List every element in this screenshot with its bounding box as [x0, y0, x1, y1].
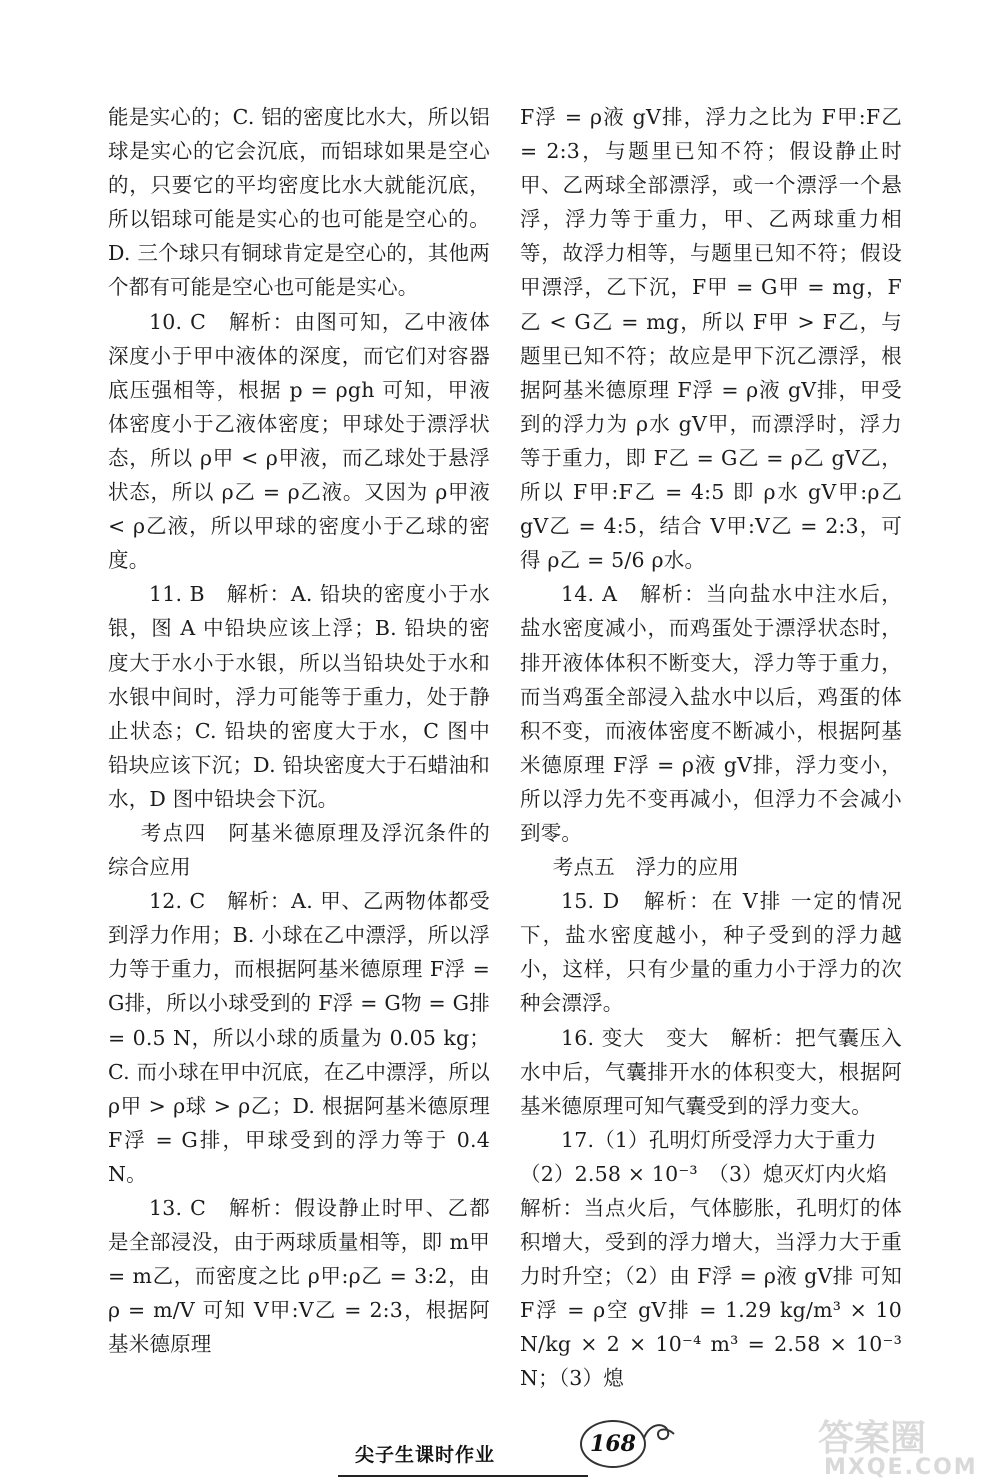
answer-13: 13. C 解析：假设静止时甲、乙都是全部浸没，由于两球质量相等，即 m甲 = m乙，而密度之比 ρ甲:ρ乙 = 3:2，由 ρ = m/V 可知 V甲:V乙 = 2:3，根据阿基米德原理 — [108, 1196, 490, 1357]
section-heading-4: 考点四 阿基米德原理及浮沉条件的综合应用 — [108, 820, 490, 880]
answer-17-analysis: 解析：当点火后，气体膨胀，孔明灯的体积增大，受到的浮力增大，当浮力大于重力时升空；（2）由 F浮 = ρ液 gV排 可知 F浮 = ρ空 gV排 = 1.29 kg/m³ × 10 N/kg × 2 × 10⁻⁴ m³ = 2.58 × 10⁻³ N；（3）熄 — [520, 1196, 902, 1391]
answer-17: 17.（1）孔明灯所受浮力大于重力 — [561, 1127, 877, 1152]
section-heading-5: 考点五 浮力的应用 — [552, 855, 740, 880]
footer-title: 尖子生课时作业 — [355, 1444, 496, 1466]
paragraph-continued: 能是实心的；C. 铝的密度比水大，所以铝球是实心的它会沉底，而铝球如果是空心的，只要它的平均密度比水大就能沉底，所以铝球可能是实心的也可能是空心的。D. 三个球只有铜球肯定是空心的，其他两个都有可能是空心也可能是实心。 — [108, 105, 490, 300]
answer-15: 15. D 解析：在 V排 一定的情况下，盐水密度越小，种子受到的浮力越小，这样，只有少量的重力小于浮力的次种会漂浮。 — [520, 889, 902, 1016]
answer-14: 14. A 解析：当向盐水中注水后，盐水密度减小，而鸡蛋处于漂浮状态时，排开液体体积不断变大，浮力等于重力，而当鸡蛋全部浸入盐水中以后，鸡蛋的体积不变，而液体密度不断减小，根据阿基米德原理 F浮 = ρ液 gV排，浮力变小，所以浮力先不变再减小，但浮力不会减小到零。 — [520, 582, 902, 845]
answer-17-part2: （2）2.58 × 10⁻³ （3）熄灭灯内火焰 — [520, 1161, 888, 1186]
answer-13-continued: F浮 = ρ液 gV排，浮力之比为 F甲:F乙 = 2:3，与题里已知不符；假设静止时甲、乙两球全部漂浮，或一个漂浮一个悬浮，浮力等于重力，甲、乙两球重力相等，故浮力相等，与题里已知不符；假设甲漂浮，乙下沉，F甲 = G甲 = mg，F乙 < G乙 = mg，所以 F甲 > F乙，与题里已知不符；故应是甲下沉乙漂浮，根据阿基米德原理 F浮 = ρ液 gV排，甲受到的浮力为 ρ水 gV甲，而漂浮时，浮力等于重力，即 F乙 = G乙 = ρ乙 gV乙，所以 F甲:F乙 = 4:5 即 ρ水 gV甲:ρ乙 gV乙 = 4:5，结合 V甲:V乙 = 2:3，可得 ρ乙 = 5/6 ρ水。 — [520, 105, 902, 573]
watermark-text-bottom: MXQE.COM — [824, 1455, 978, 1478]
watermark — [810, 1410, 995, 1482]
answer-16: 16. 变大 变大 解析：把气囊压入水中后，气囊排开水的体积变大，根据阿基米德原理可知气囊受到的浮力变大。 — [520, 1025, 902, 1118]
watermark-text-top: 答案圈 — [818, 1418, 927, 1459]
answer-11: 11. B 解析：A. 铅块的密度小于水银，图 A 中铅块应该上浮；B. 铅块的密度大于水小于水银，所以当铅块处于水和水银中间时，浮力可能等于重力，处于静止状态；C. 铅块的密度大于水，C 图中铅块应该下沉；D. 铅块密度大于石蜡油和水，D 图中铅块会下沉。 — [108, 582, 490, 811]
watermark-logo-icon — [810, 1410, 995, 1478]
answer-10: 10. C 解析：由图可知，乙中液体深度小于甲中液体的深度，而它们对容器底压强相等，根据 p = ρgh 可知，甲液体密度小于乙液体密度；甲球处于漂浮状态，所以 ρ甲 < ρ甲液，而乙球处于悬浮状态，所以 ρ乙 = ρ乙液。又因为 ρ甲液 < ρ乙液，所以甲球的密度小于乙球的密度。 — [108, 309, 490, 573]
left-column — [108, 100, 490, 1361]
answer-12: 12. C 解析：A. 甲、乙两物体都受到浮力作用；B. 小球在乙中漂浮，所以浮力等于重力，而根据阿基米德原理 F浮 = G排，所以小球受到的 F浮 = G物 = G排 = 0.5 N，所以小球的质量为 0.05 kg；C. 而小球在甲中沉底，在乙中漂浮，所以 ρ甲 > ρ球 > ρ乙；D. 根据阿基米德原理 F浮 = G排，甲球受到的浮力等于 0.4 N。 — [108, 889, 490, 1186]
page-number: 168 — [580, 1420, 646, 1468]
right-column — [520, 100, 902, 1396]
footer-rule — [338, 1475, 588, 1477]
swirl-ornament-icon — [640, 1418, 680, 1448]
